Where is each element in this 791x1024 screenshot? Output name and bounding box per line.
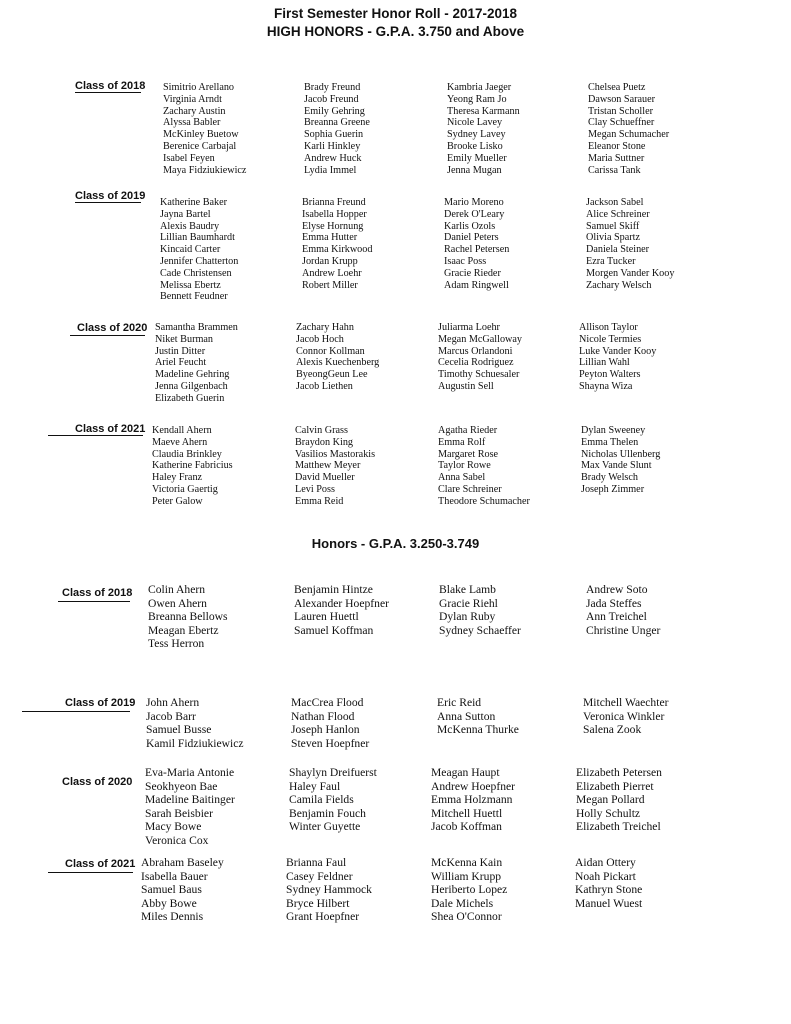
student-name: Mario Moreno: [444, 197, 504, 208]
student-name: Olivia Spartz: [586, 232, 641, 244]
student-name: Mitchell Huettl: [431, 806, 503, 820]
student-name: Jayna Bartel: [160, 208, 211, 220]
student-name: Benjamin Fouch: [289, 806, 366, 820]
name-column: [583, 696, 668, 737]
student-name: Miles Dennis: [141, 910, 204, 923]
class-label: Class of 2020: [77, 322, 148, 334]
student-name: ByeongGeun Lee: [296, 369, 368, 381]
student-name: Anna Sabel: [438, 472, 486, 484]
student-name: Maria Suttner: [588, 152, 645, 164]
student-name: Elizabeth Guerin: [155, 392, 225, 404]
student-name: Maya Fidziukiewicz: [163, 164, 247, 176]
student-name: Juliarma Loehr: [438, 322, 500, 333]
student-name: Carissa Tank: [588, 164, 641, 176]
student-name: John Ahern: [146, 696, 200, 709]
student-name: Macy Bowe: [145, 820, 202, 833]
student-name: Cade Christensen: [160, 267, 232, 279]
name-column: [289, 766, 377, 834]
student-name: Margaret Rose: [438, 448, 499, 460]
student-name: Gracie Riehl: [439, 596, 498, 610]
student-name: Alexis Kuechenberg: [296, 357, 380, 369]
student-name: Marcus Orlandoni: [438, 345, 513, 357]
name-column: [586, 197, 674, 291]
student-name: Zachary Hahn: [296, 322, 354, 333]
class-label: Class of 2018: [75, 80, 146, 92]
student-name: Kambria Jaeger: [447, 82, 512, 93]
student-name: Gracie Rieder: [444, 267, 501, 279]
student-name: MacCrea Flood: [291, 696, 364, 709]
student-name: Eleanor Stone: [588, 140, 646, 152]
student-name: Sydney Hammock: [286, 883, 372, 896]
student-name: Shayna Wiza: [579, 380, 633, 392]
student-name: Dale Michels: [431, 896, 494, 910]
name-column: [294, 583, 389, 637]
student-name: Blake Lamb: [439, 583, 496, 596]
student-name: Heriberto Lopez: [431, 883, 508, 896]
student-name: Clare Schreiner: [438, 483, 502, 495]
student-name: Jacob Freund: [304, 93, 359, 105]
student-name: Vasilios Mastorakis: [295, 448, 376, 460]
student-name: Jackson Sabel: [586, 197, 644, 208]
high-honors-heading: HIGH HONORS - G.P.A. 3.750 and Above: [266, 24, 525, 39]
student-name: Salena Zook: [583, 723, 642, 736]
student-name: David Mueller: [295, 472, 355, 484]
class-label: Class of 2019: [75, 190, 146, 202]
student-name: Elyse Hornung: [302, 220, 364, 232]
student-name: Brooke Lisko: [447, 140, 503, 152]
student-name: Joseph Zimmer: [581, 483, 645, 495]
student-name: Dylan Ruby: [439, 610, 496, 623]
student-name: Simitrio Arellano: [163, 82, 235, 93]
student-name: Jacob Hoch: [296, 333, 344, 345]
student-name: Brady Welsch: [581, 472, 638, 484]
class-label: Class of 2021: [65, 858, 136, 870]
student-name: Samantha Brammen: [155, 322, 238, 333]
student-name: Jenna Gilgenbach: [155, 380, 228, 392]
name-column: [447, 82, 520, 176]
name-column: [286, 856, 372, 924]
student-name: Steven Hoepfner: [291, 736, 370, 750]
student-name: Brianna Faul: [286, 856, 347, 869]
student-name: Emma Kirkwood: [302, 244, 373, 256]
student-name: Emily Gehring: [304, 105, 365, 117]
student-name: Alice Schreiner: [586, 208, 650, 220]
student-name: Megan Pollard: [576, 793, 645, 806]
student-name: Bennett Feudner: [160, 291, 228, 303]
student-name: Veronica Winkler: [583, 709, 665, 723]
student-name: Haley Faul: [289, 779, 341, 793]
student-name: Eva-Maria Antonie: [145, 766, 235, 779]
student-name: Elizabeth Pierret: [576, 779, 654, 793]
student-name: Ariel Feucht: [155, 357, 207, 369]
name-column: [579, 322, 656, 393]
student-name: Jacob Koffman: [431, 820, 502, 833]
student-name: Emma Reid: [295, 495, 344, 507]
student-name: Peter Galow: [152, 495, 203, 507]
class-label: Class of 2018: [62, 587, 133, 599]
student-name: Kendall Ahern: [152, 425, 212, 436]
name-column: [431, 856, 507, 924]
student-name: Haley Franz: [152, 472, 203, 484]
student-name: Jennifer Chatterton: [160, 255, 239, 267]
student-name: Madeline Gehring: [155, 369, 230, 381]
student-name: Victoria Gaertig: [152, 483, 218, 495]
student-name: Kamil Fidziukiewicz: [146, 736, 244, 750]
name-column: [152, 425, 233, 508]
student-name: Sarah Beisbier: [145, 806, 213, 820]
student-name: Jordan Krupp: [302, 255, 358, 267]
name-column: [431, 766, 515, 834]
name-column: [295, 425, 375, 508]
student-name: Daniel Peters: [444, 232, 499, 244]
student-name: Claudia Brinkley: [152, 448, 222, 460]
student-name: Megan McGalloway: [438, 333, 523, 345]
student-name: Elizabeth Petersen: [576, 766, 662, 779]
student-name: Tristan Scholler: [588, 105, 653, 117]
student-name: Yeong Ram Jo: [447, 93, 507, 105]
honors-heading: Honors - G.P.A. 3.250-3.749: [311, 536, 480, 551]
student-name: Jacob Barr: [146, 709, 196, 723]
student-name: Megan Schumacher: [588, 129, 670, 141]
student-name: Manuel Wuest: [575, 896, 643, 910]
student-name: Holly Schultz: [576, 806, 641, 820]
student-name: Levi Poss: [295, 483, 335, 495]
name-column: [148, 583, 228, 651]
student-name: Jada Steffes: [586, 596, 642, 610]
student-name: Zachary Austin: [163, 105, 226, 117]
student-name: Calvin Grass: [295, 425, 348, 436]
name-column: [146, 696, 244, 750]
student-name: Andrew Loehr: [302, 267, 362, 279]
student-name: William Krupp: [431, 869, 502, 883]
student-name: Theodore Schumacher: [438, 495, 530, 507]
student-name: Sydney Lavey: [447, 129, 506, 141]
student-name: Emma Hutter: [302, 232, 358, 244]
student-name: Meagan Ebertz: [148, 623, 219, 637]
student-name: Noah Pickart: [575, 869, 636, 883]
student-name: Nicole Lavey: [447, 117, 503, 129]
student-name: Chelsea Puetz: [588, 82, 646, 93]
student-name: Abby Bowe: [141, 896, 197, 910]
name-column: [437, 696, 519, 737]
student-name: Timothy Schuesaler: [438, 369, 520, 381]
student-name: Brady Freund: [304, 82, 361, 93]
student-name: Nicole Termies: [579, 333, 642, 345]
student-name: McKenna Thurke: [437, 723, 519, 736]
student-name: Casey Feldner: [286, 869, 353, 883]
name-column: [163, 82, 246, 176]
name-column: [304, 82, 370, 176]
student-name: Anna Sutton: [437, 709, 496, 723]
student-name: Jacob Liethen: [296, 380, 353, 392]
student-name: Karli Hinkley: [304, 140, 361, 152]
student-name: Isabella Bauer: [141, 869, 208, 883]
student-name: Robert Miller: [302, 279, 358, 291]
student-name: Kincaid Carter: [160, 244, 221, 256]
student-name: Sophia Guerin: [304, 129, 364, 141]
name-column: [575, 856, 642, 910]
student-name: Allison Taylor: [579, 322, 638, 333]
student-name: Shea O'Connor: [431, 910, 502, 923]
student-name: Camila Fields: [289, 793, 354, 806]
student-name: Lauren Huettl: [294, 610, 359, 623]
student-name: Winter Guyette: [289, 820, 361, 833]
student-name: Rachel Petersen: [444, 244, 510, 256]
student-name: Virginia Arndt: [163, 93, 222, 105]
class-label: Class of 2021: [75, 423, 146, 435]
student-name: Colin Ahern: [148, 583, 206, 596]
name-column: [586, 583, 660, 637]
student-name: Karlis Ozols: [444, 220, 496, 232]
student-name: Breanna Bellows: [148, 610, 228, 623]
student-name: Bryce Hilbert: [286, 896, 350, 910]
student-name: Samuel Baus: [141, 883, 202, 896]
student-name: Eric Reid: [437, 696, 482, 709]
class-label: Class of 2020: [62, 776, 133, 788]
student-name: Veronica Cox: [145, 833, 209, 847]
student-name: Aidan Ottery: [575, 856, 636, 869]
name-column: [438, 425, 530, 508]
name-column: [439, 583, 521, 637]
student-name: Derek O'Leary: [444, 208, 505, 220]
student-name: Meagan Haupt: [431, 766, 500, 779]
student-name: Samuel Skiff: [586, 220, 640, 232]
student-name: Benjamin Hintze: [294, 583, 373, 596]
student-name: Alexis Baudry: [160, 220, 220, 232]
name-column: [588, 82, 669, 176]
name-column: [141, 856, 224, 924]
student-name: Isabella Hopper: [302, 208, 367, 220]
student-name: Andrew Hoepfner: [431, 779, 516, 793]
student-name: McKinley Buetow: [163, 129, 239, 141]
student-name: Connor Kollman: [296, 345, 365, 357]
student-name: Jenna Mugan: [447, 164, 502, 176]
student-name: Braydon King: [295, 436, 354, 448]
student-name: Sydney Schaeffer: [439, 623, 521, 637]
name-column: [145, 766, 235, 847]
student-name: Niket Burman: [155, 333, 214, 345]
student-name: Clay Schueffner: [588, 117, 655, 129]
name-column: [291, 696, 369, 750]
name-column: [444, 197, 509, 291]
name-column: [438, 322, 522, 393]
student-name: Katherine Baker: [160, 197, 228, 208]
student-name: Agatha Rieder: [438, 425, 498, 436]
student-name: Melissa Ebertz: [160, 279, 221, 291]
name-column: [302, 197, 372, 291]
student-name: Luke Vander Kooy: [579, 345, 657, 357]
student-name: Joseph Hanlon: [291, 723, 360, 736]
student-name: Ann Treichel: [586, 610, 647, 623]
student-name: Emma Holzmann: [431, 793, 513, 806]
student-name: Lillian Wahl: [579, 357, 630, 369]
student-name: Dawson Sarauer: [588, 93, 656, 105]
student-name: Augustin Sell: [438, 380, 494, 392]
student-name: Brianna Freund: [302, 197, 366, 208]
student-name: Taylor Rowe: [438, 460, 491, 472]
student-name: Isaac Poss: [444, 255, 487, 267]
student-name: Andrew Soto: [586, 583, 648, 596]
student-name: Daniela Steiner: [586, 244, 650, 256]
name-column: [160, 197, 238, 303]
student-name: Samuel Koffman: [294, 623, 374, 637]
student-name: Abraham Baseley: [141, 856, 224, 869]
student-name: Theresa Karmann: [447, 105, 520, 117]
student-name: Adam Ringwell: [444, 279, 509, 291]
student-name: Grant Hoepfner: [286, 910, 360, 923]
student-name: Peyton Walters: [579, 369, 641, 381]
student-name: Kathryn Stone: [575, 883, 643, 896]
student-name: Morgen Vander Kooy: [586, 267, 675, 279]
student-name: Lillian Baumhardt: [160, 232, 235, 244]
student-name: Emily Mueller: [447, 152, 507, 164]
name-column: [576, 766, 662, 834]
student-name: Madeline Baitinger: [145, 793, 235, 806]
student-name: Elizabeth Treichel: [576, 820, 661, 833]
student-name: Shaylyn Dreifuerst: [289, 766, 377, 779]
student-name: Ezra Tucker: [586, 255, 636, 267]
student-name: Zachary Welsch: [586, 279, 652, 291]
name-column: [296, 322, 379, 393]
student-name: Emma Thelen: [581, 436, 639, 448]
student-name: Nicholas Ullenberg: [581, 448, 661, 460]
student-name: Katherine Fabricius: [152, 460, 233, 472]
class-label: Class of 2019: [65, 697, 136, 709]
student-name: Andrew Huck: [304, 152, 362, 164]
student-name: McKenna Kain: [431, 856, 503, 869]
student-name: Seokhyeon Bae: [145, 779, 218, 793]
student-name: Owen Ahern: [148, 596, 207, 610]
student-name: Emma Rolf: [438, 436, 486, 448]
student-name: Tess Herron: [148, 637, 205, 650]
student-name: Isabel Feyen: [163, 152, 215, 164]
student-name: Breanna Greene: [304, 117, 370, 129]
student-name: Justin Ditter: [155, 345, 206, 357]
student-name: Cecelia Rodriguez: [438, 357, 514, 369]
student-name: Nathan Flood: [291, 709, 355, 723]
student-name: Samuel Busse: [146, 723, 212, 736]
student-name: Lydia Immel: [304, 164, 357, 176]
student-name: Alexander Hoepfner: [294, 596, 389, 610]
student-name: Maeve Ahern: [152, 436, 208, 448]
name-column: [155, 322, 238, 405]
page-title: First Semester Honor Roll - 2017-2018: [273, 6, 518, 21]
student-name: Matthew Meyer: [295, 460, 361, 472]
student-name: Dylan Sweeney: [581, 425, 646, 436]
student-name: Mitchell Waechter: [583, 696, 669, 709]
student-name: Christine Unger: [586, 623, 661, 637]
student-name: Max Vande Slunt: [581, 460, 652, 472]
student-name: Berenice Carbajal: [163, 140, 237, 152]
name-column: [581, 425, 660, 496]
student-name: Alyssa Babler: [163, 117, 221, 129]
